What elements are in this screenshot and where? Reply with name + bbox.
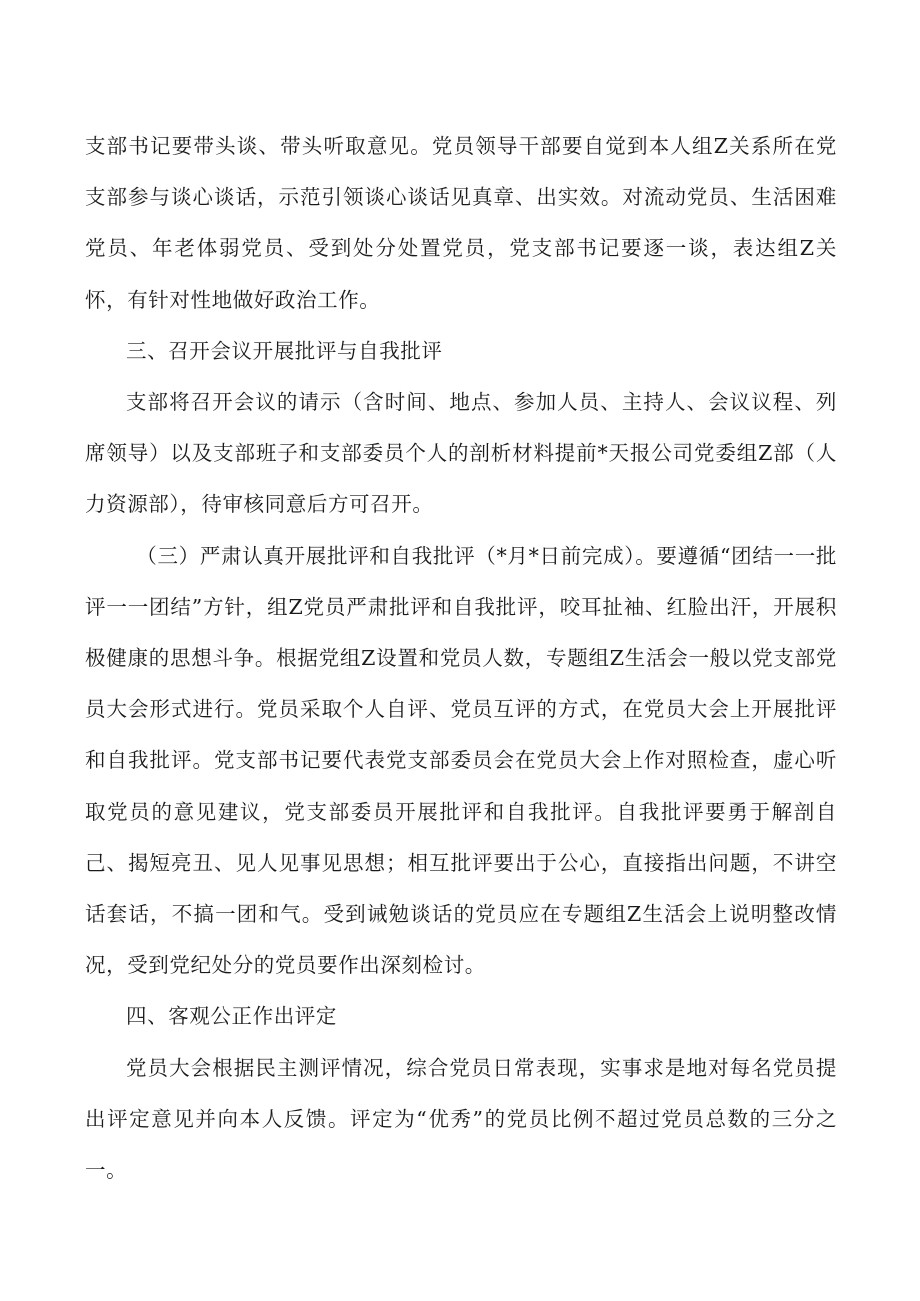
section-heading-4: 四、客观公正作出评定: [126, 1004, 337, 1029]
document-body: [85, 121, 837, 1196]
paragraph-continuation: 支部书记要带头谈、带头听取意见。党员领导干部要自觉到本人组Z关系所在党支部参与谈心谈话，示范引领谈心谈话见真章、出实效。对流动党员、生活困难党员、年老体弱党员、受到处分处置党员，党支部书记要逐一谈，表达组Z关怀，有针对性地做好政治工作。: [85, 134, 837, 312]
paragraph-evaluation: 党员大会根据民主测评情况，综合党员日常表现，实事求是地对每名党员提出评定意见并向本人反馈。评定为“优秀”的党员比例不超过党员总数的三分之一。: [85, 1055, 837, 1183]
paragraph-meeting-request: 支部将召开会议的请示（含时间、地点、参加人员、主持人、会议议程、列席领导）以及支部班子和支部委员个人的剖析材料提前*天报公司党委组Z部（人力资源部），待审核同意后方可召开。: [85, 390, 837, 517]
paragraph-criticism: （三）严肃认真开展批评和自我批评（*月*日前完成）。要遵循“团结一一批评一一团结”方针，组Z党员严肃批评和自我批评，咬耳扯袖、红脸出汗，开展积极健康的思想斗争。根据党组Z设置和党员人数，专题组Z生活会一般以党支部党员大会形式进行。党员采取个人自评、党员互评的方式，在党员大会上开展批评和自我批评。党支部书记要代表党支部委员会在党员大会上作对照检查，虚心听取党员的意见建议，党支部委员开展批评和自我批评。自我批评要勇于解剖自己、揭短亮丑、见人见事见思想；相互批评要出于公心，直接指出问题，不讲空话套话，不搞一团和气。受到诫勉谈话的党员应在专题组Z生活会上说明整改情况，受到党纪处分的党员要作出深刻检讨。: [85, 543, 837, 978]
section-heading-3: 三、召开会议开展批评与自我批评: [126, 338, 443, 363]
